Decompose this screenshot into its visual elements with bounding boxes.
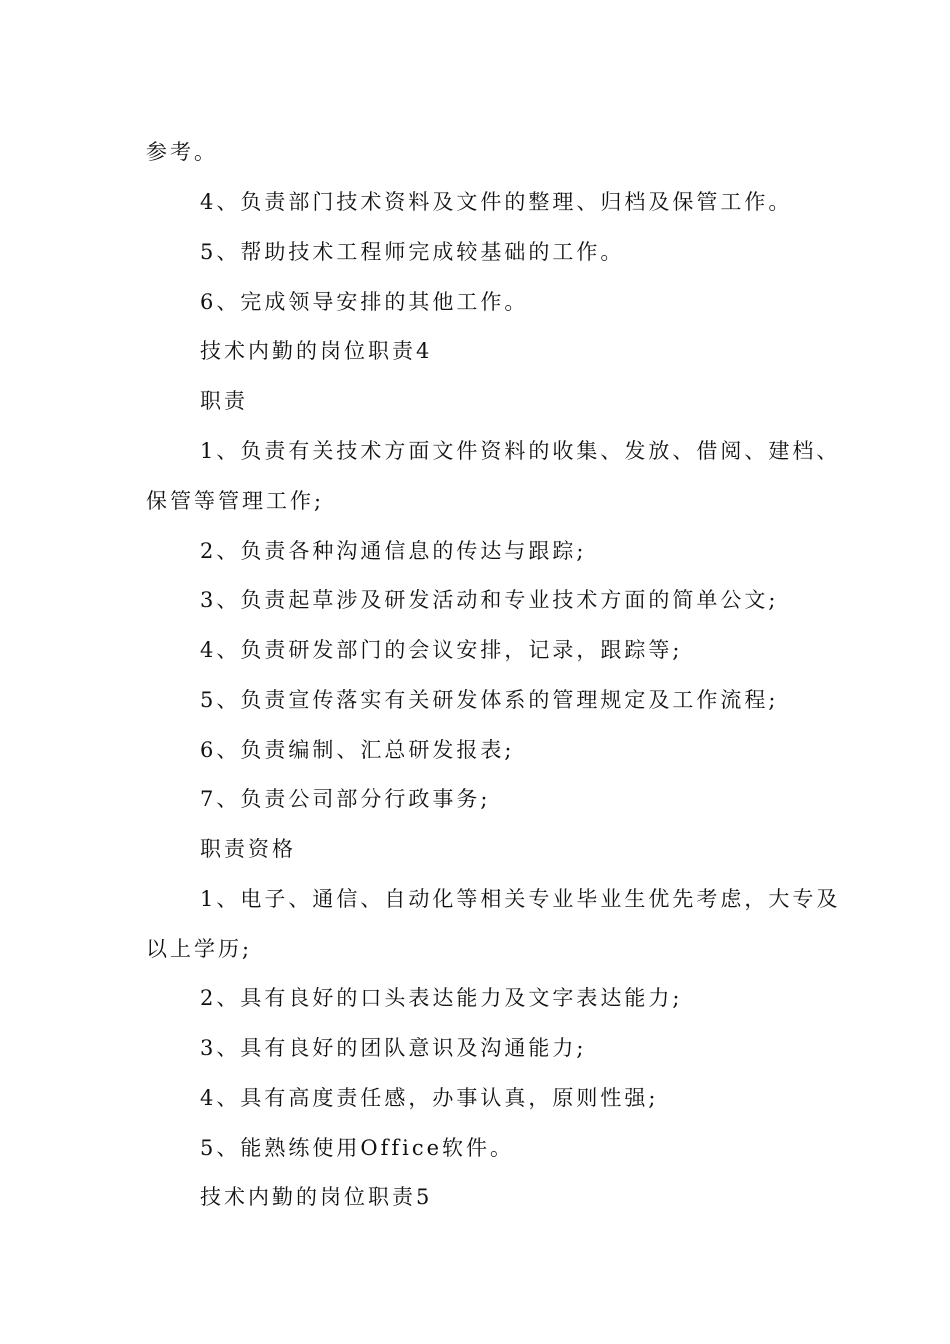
paragraph: 4、负责研发部门的会议安排，记录，跟踪等; — [200, 638, 683, 662]
paragraph: 2、具有良好的口头表达能力及文字表达能力; — [200, 986, 683, 1010]
paragraph: 5、负责宣传落实有关研发体系的管理规定及工作流程; — [200, 688, 779, 712]
paragraph: 4、具有高度责任感，办事认真，原则性强; — [200, 1086, 659, 1110]
subsection-heading: 职责 — [200, 389, 248, 413]
paragraph: 6、负责编制、汇总研发报表; — [200, 738, 515, 762]
paragraph: 3、具有良好的团队意识及沟通能力; — [200, 1036, 587, 1060]
paragraph: 3、负责起草涉及研发活动和专业技术方面的简单公文; — [200, 588, 779, 612]
paragraph: 1、负责有关技术方面文件资料的收集、发放、借阅、建档、 — [200, 439, 841, 463]
paragraph-continuation: 保管等管理工作; — [146, 489, 325, 513]
paragraph-continuation: 参考。 — [146, 140, 218, 164]
subsection-heading: 职责资格 — [200, 837, 296, 861]
section-heading: 技术内勤的岗位职责5 — [200, 1185, 433, 1209]
paragraph: 5、帮助技术工程师完成较基础的工作。 — [200, 240, 625, 264]
paragraph: 5、能熟练使用Office软件。 — [200, 1136, 515, 1160]
paragraph: 4、负责部门技术资料及文件的整理、归档及保管工作。 — [200, 190, 793, 214]
paragraph: 1、电子、通信、自动化等相关专业毕业生优先考虑，大专及 — [200, 887, 841, 911]
section-heading: 技术内勤的岗位职责4 — [200, 339, 433, 363]
paragraph: 2、负责各种沟通信息的传达与跟踪; — [200, 539, 587, 563]
paragraph: 7、负责公司部分行政事务; — [200, 787, 491, 811]
paragraph-continuation: 以上学历; — [146, 937, 253, 961]
paragraph: 6、完成领导安排的其他工作。 — [200, 290, 529, 314]
